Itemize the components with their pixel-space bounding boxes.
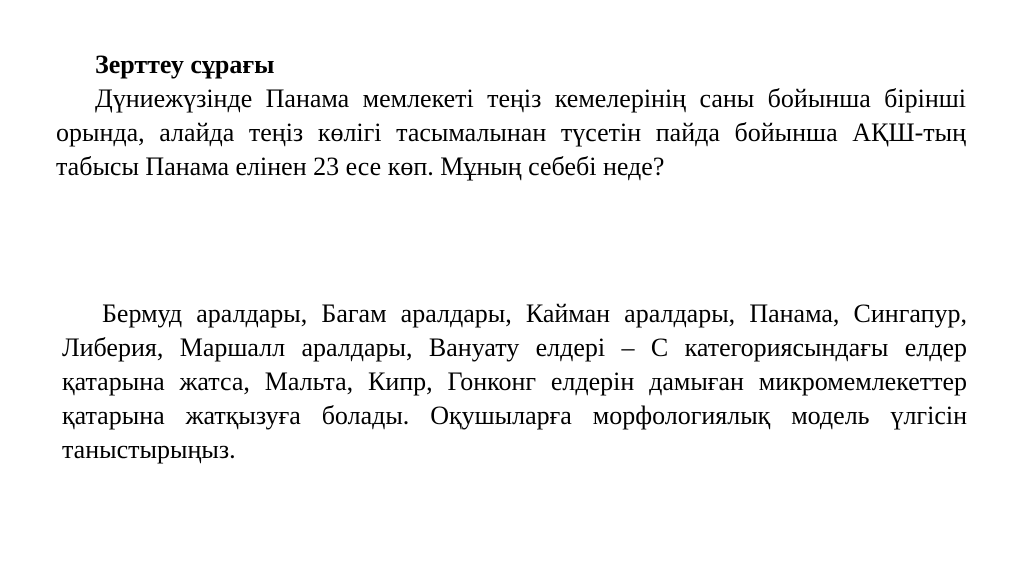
explanation-block [62, 297, 967, 467]
explanation-text: Бермуд аралдары, Багам аралдары, Кайман аралдары, Панама, Сингапур, Либерия, Маршалл аралдары, Вануату елдері – С категориясындағы елдер қатарына жатса, Мальта, Кипр, Гонконг елдерін дамыған микромемлекеттер қатарына жатқызуға болады. Оқушыларға морфологиялық модель үлгісін таныстырыңыз. [62, 299, 967, 464]
research-question-text: Дүниежүзінде Панама мемлекеті теңіз кемелерінің саны бойынша бірінші орында, алайда теңіз көлігі тасымалынан түсетін пайда бойынша АҚШ-тың табысы Панама елінен 23 есе көп. Мұның себебі неде? [56, 84, 966, 181]
research-question-block [56, 48, 966, 184]
research-question-heading: Зерттеу сұрағы [95, 50, 275, 79]
